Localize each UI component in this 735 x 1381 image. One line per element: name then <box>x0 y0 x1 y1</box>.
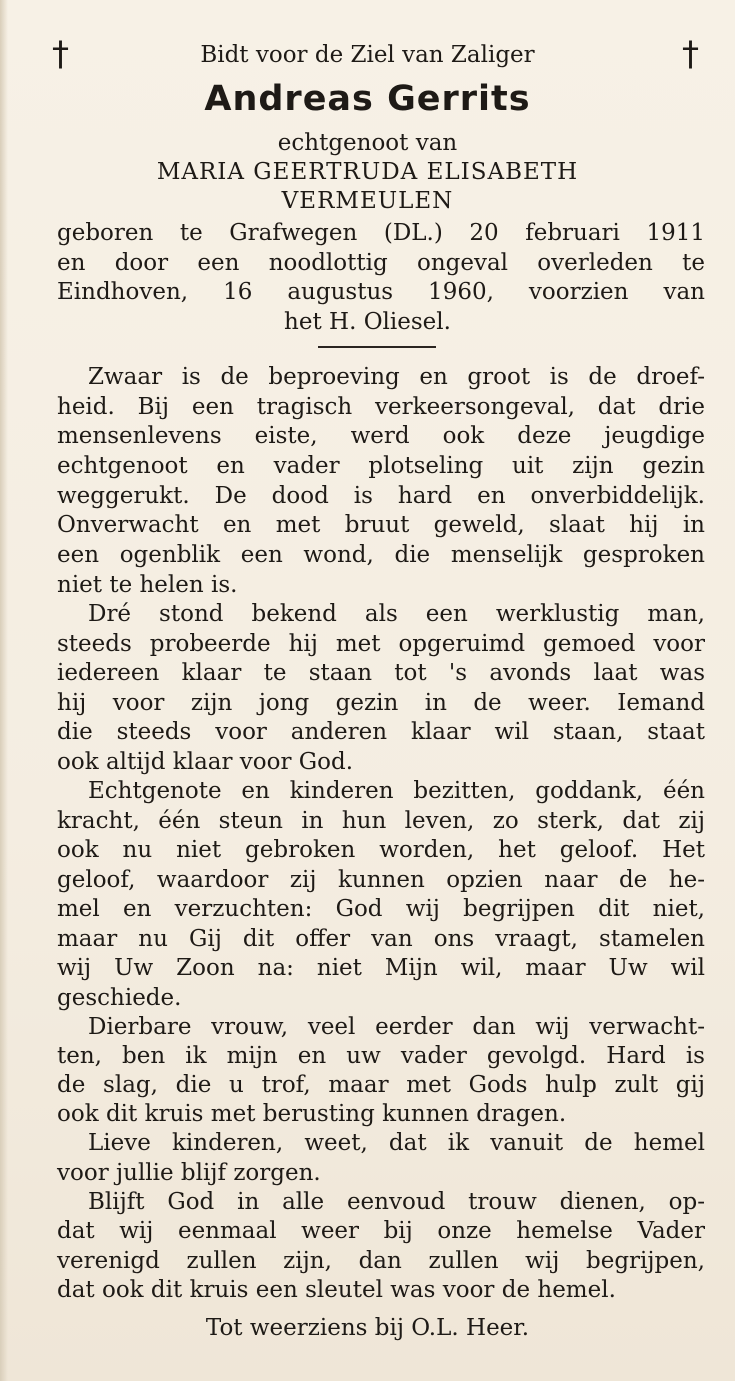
paragraph-line: geloof, waardoor zij kunnen opzien naar de he- <box>57 867 705 893</box>
paragraph-line: niet te helen is. <box>57 572 238 598</box>
prayer-heading: Bidt voor de Ziel van Zaliger <box>200 42 535 68</box>
paragraph-line: iedereen klaar te staan tot 's avonds laat was <box>57 660 705 686</box>
paragraph-line: de slag, die u trof, maar met Gods hulp zult gij <box>57 1072 705 1098</box>
paragraph-line: heid. Bij een tragisch verkeersongeval, dat drie <box>57 394 705 420</box>
paragraph-line: Onverwacht en met bruut geweld, slaat hij in <box>57 512 705 538</box>
paragraph-line: Dierbare vrouw, veel eerder dan wij verwacht- <box>88 1014 705 1040</box>
paragraph-line: weggerukt. De dood is hard en onverbiddelijk. <box>57 483 705 509</box>
paragraph-line: Zwaar is de beproeving en groot is de droef- <box>88 364 705 390</box>
paragraph-line: steeds probeerde hij met opgeruimd gemoed voor <box>57 631 705 657</box>
paragraph-line: verenigd zullen zijn, dan zullen wij begrijpen, <box>57 1248 705 1274</box>
paragraph-line: geschiede. <box>57 985 182 1011</box>
details-line: Eindhoven, 16 augustus 1960, voorzien van <box>57 279 705 305</box>
spouse-name-line-1: MARIA GEERTRUDA ELISABETH <box>156 159 579 185</box>
cross-icon-left: † <box>52 34 69 74</box>
paragraph-line: dat ook dit kruis een sleutel was voor de hemel. <box>57 1277 616 1303</box>
paragraph-line: Dré stond bekend als een werklustig man, <box>88 601 705 627</box>
paragraph-line: ook altijd klaar voor God. <box>57 749 354 775</box>
deceased-name: Andreas Gerrits <box>204 79 531 119</box>
paragraph-line: Echtgenote en kinderen bezitten, goddank, één <box>88 778 705 804</box>
closing-line: Tot weerziens bij O.L. Heer. <box>205 1315 530 1341</box>
paragraph-line: ook nu niet gebroken worden, het geloof. Het <box>57 837 705 863</box>
paragraph-line: voor jullie blijf zorgen. <box>57 1160 321 1186</box>
paragraph-line: wij Uw Zoon na: niet Mijn wil, maar Uw wil <box>57 955 705 981</box>
paragraph-line: Blijft God in alle eenvoud trouw dienen, op- <box>88 1189 705 1215</box>
paragraph-line: ook dit kruis met berusting kunnen dragen. <box>57 1101 567 1127</box>
details-line: geboren te Grafwegen (DL.) 20 februari 1911 <box>57 220 705 246</box>
paragraph-line: Lieve kinderen, weet, dat ik vanuit de hemel <box>88 1130 705 1156</box>
spouse-name-line-2: VERMEULEN <box>281 188 454 214</box>
paragraph-line: hij voor zijn jong gezin in de weer. Iemand <box>57 690 705 716</box>
details-line: en door een noodlottig ongeval overleden te <box>57 250 705 276</box>
paragraph-line: echtgenoot en vader plotseling uit zijn gezin <box>57 453 705 479</box>
cross-icon-right: † <box>682 34 699 74</box>
divider <box>318 346 436 348</box>
details-line: het H. Oliesel. <box>284 309 451 335</box>
paragraph-line: kracht, één steun in hun leven, zo sterk, dat zij <box>57 808 705 834</box>
paragraph-line: die steeds voor anderen klaar wil staan, staat <box>57 719 705 745</box>
spouse-intro: echtgenoot van <box>277 130 458 156</box>
paragraph-line: mensenlevens eiste, werd ook deze jeugdige <box>57 423 705 449</box>
paragraph-line: dat wij eenmaal weer bij onze hemelse Vader <box>57 1218 705 1244</box>
paragraph-line: ten, ben ik mijn en uw vader gevolgd. Hard is <box>57 1043 705 1069</box>
paragraph-line: een ogenblik een wond, die menselijk gesproken <box>57 542 705 568</box>
paragraph-line: maar nu Gij dit offer van ons vraagt, stamelen <box>57 926 705 952</box>
paragraph-line: mel en verzuchten: God wij begrijpen dit niet, <box>57 896 705 922</box>
